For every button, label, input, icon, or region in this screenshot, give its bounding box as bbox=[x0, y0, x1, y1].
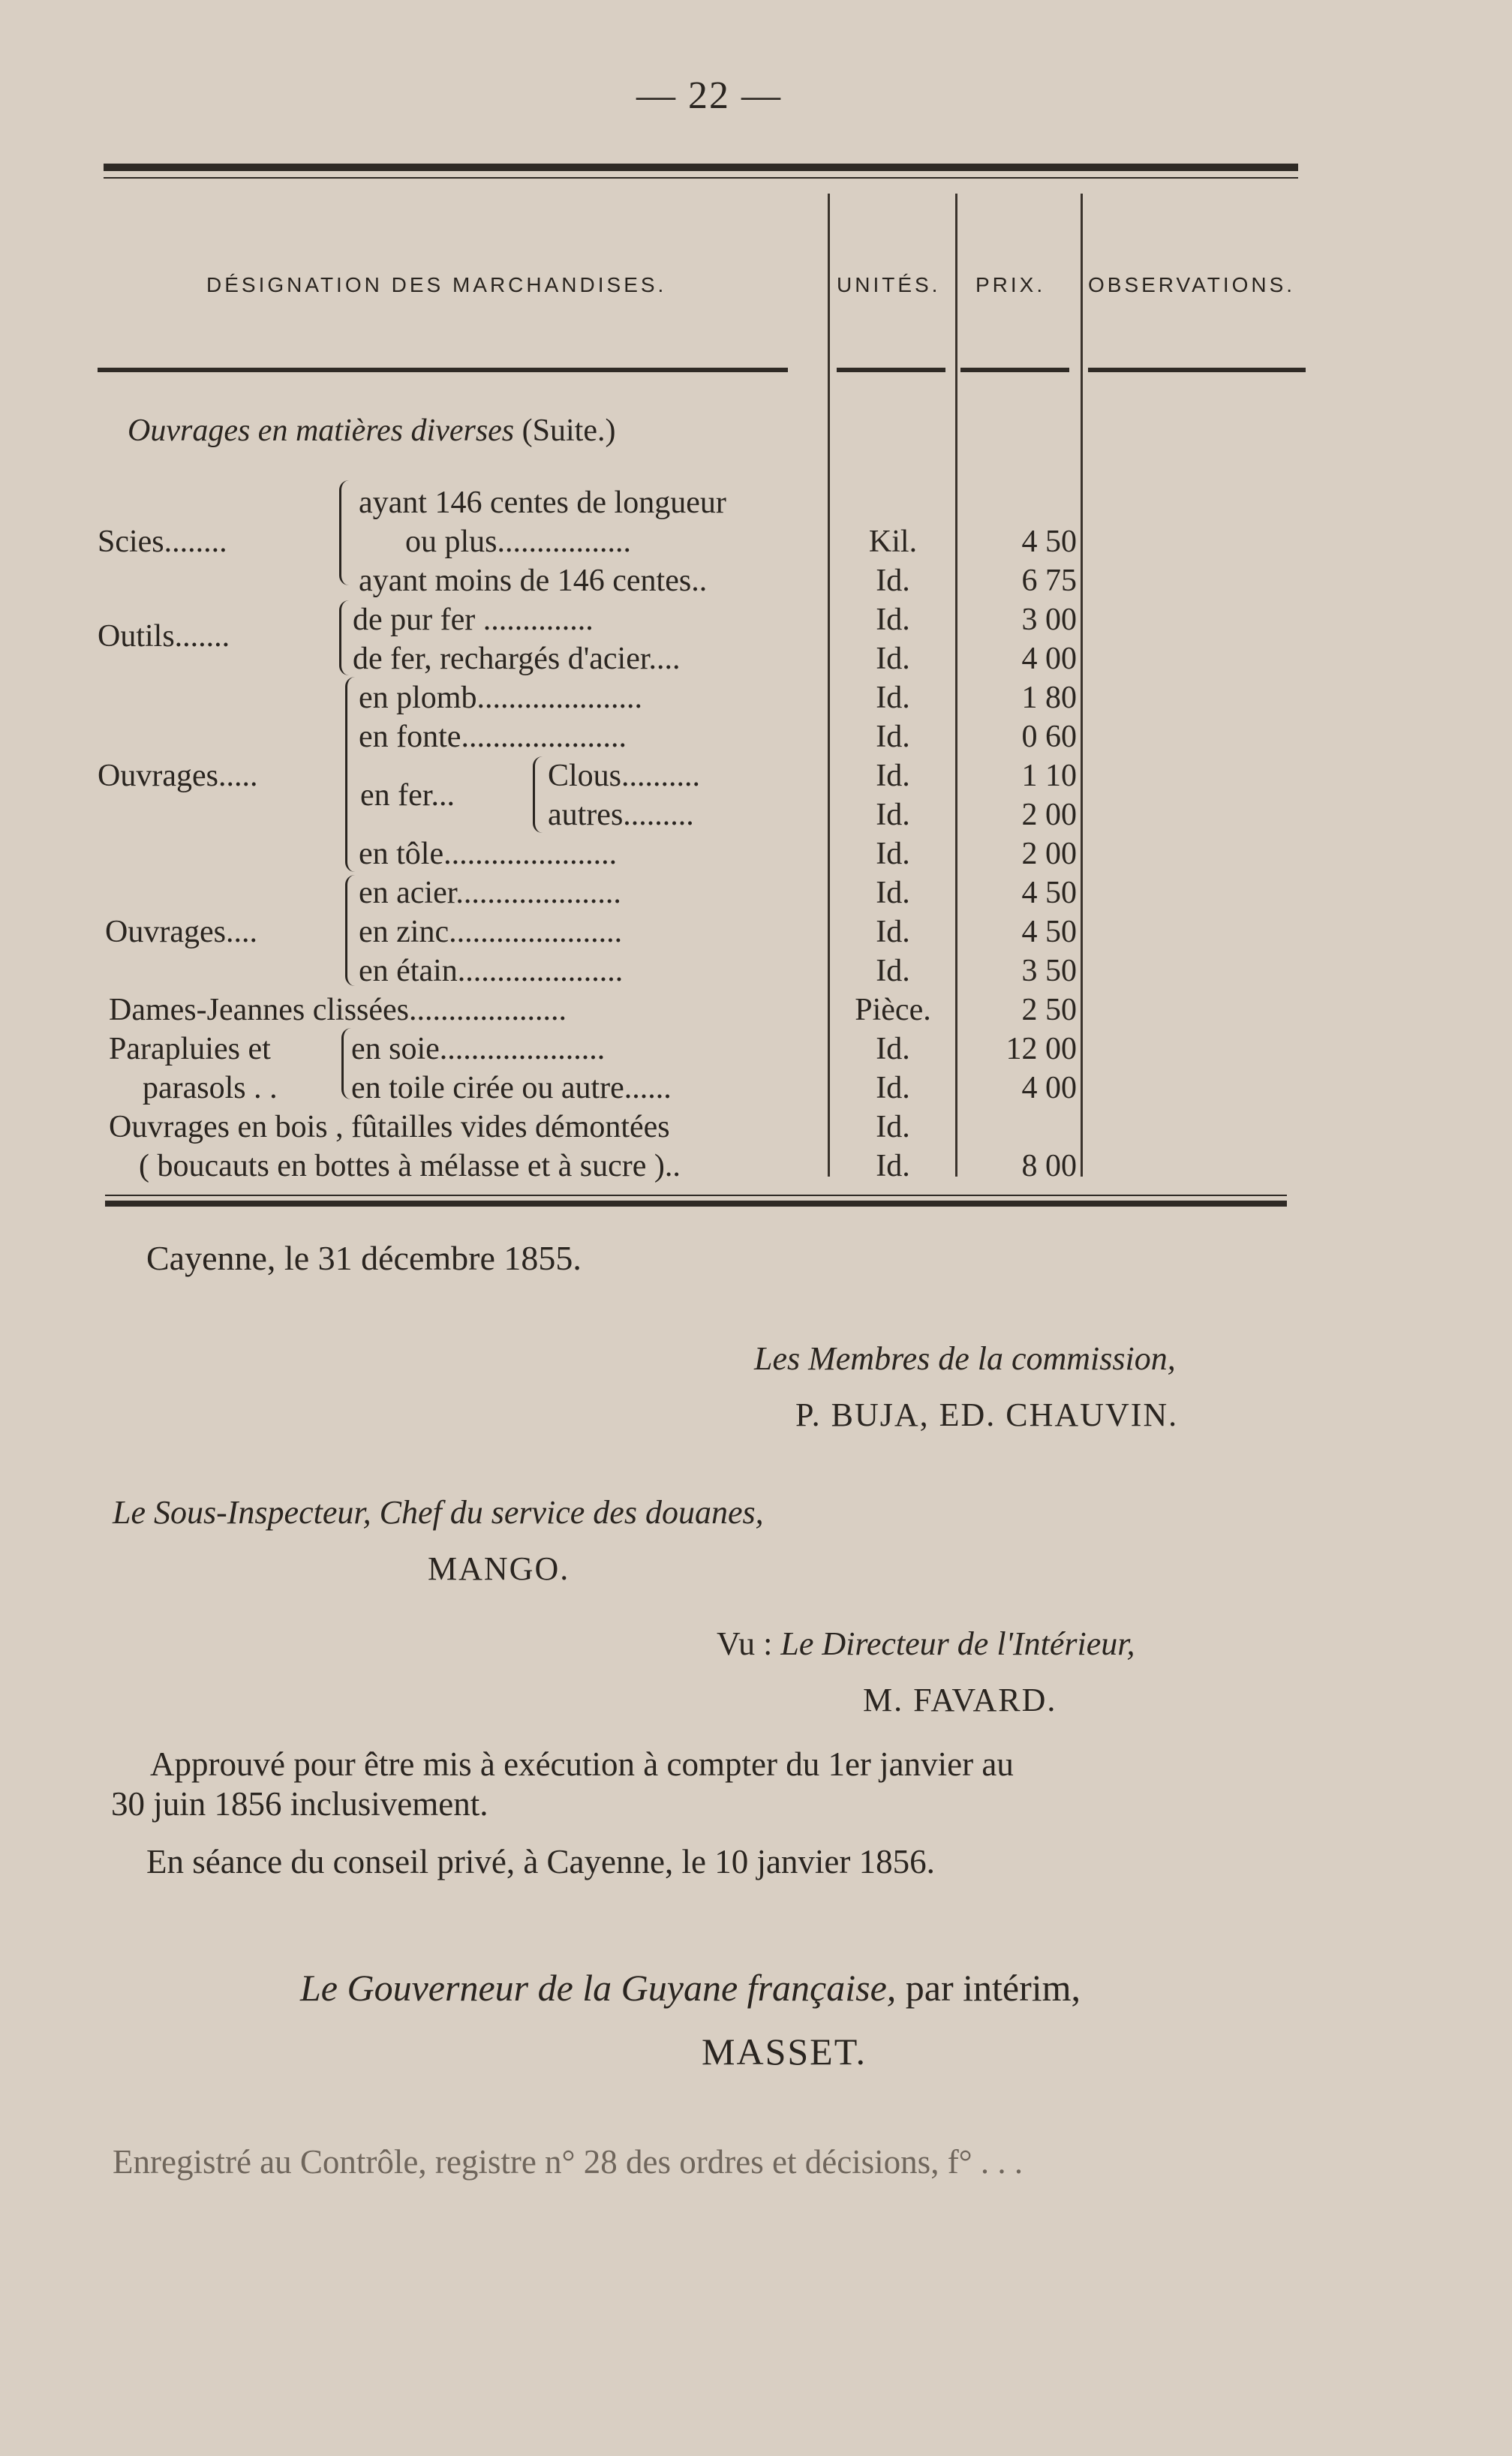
header-rule-designation bbox=[98, 368, 788, 372]
top-rule bbox=[104, 164, 1298, 171]
table-row bbox=[0, 1108, 1418, 1147]
section-title-suffix: (Suite.) bbox=[522, 413, 616, 448]
table-row bbox=[0, 795, 1418, 834]
row-unit: Id. bbox=[876, 798, 910, 832]
bottom-rule bbox=[105, 1201, 1287, 1207]
page-number: — 22 — bbox=[636, 74, 782, 117]
row-unit: Id. bbox=[876, 759, 910, 793]
row-item: ( boucauts en bottes à mélasse et à sucre ).. bbox=[139, 1149, 681, 1183]
row-price: 4 00 bbox=[1021, 1071, 1077, 1105]
registry-line: Enregistré au Contrôle, registre n° 28 des ordres et décisions, f° . . . bbox=[113, 2143, 1024, 2181]
row-item: Ouvrages en bois , fûtailles vides démontées bbox=[109, 1110, 670, 1144]
row-category: Ouvrages.... bbox=[105, 915, 257, 949]
row-price: 0 60 bbox=[1021, 720, 1077, 754]
row-price: 1 10 bbox=[1021, 759, 1077, 793]
row-item: de fer, rechargés d'acier.... bbox=[353, 642, 681, 676]
header-observations: OBSERVATIONS. bbox=[1088, 273, 1296, 296]
director-title: Le Directeur de l'Intérieur, bbox=[780, 1625, 1135, 1662]
row-item: en plomb..................... bbox=[359, 681, 642, 715]
row-unit: Id. bbox=[876, 1032, 910, 1066]
council-line: En séance du conseil privé, à Cayenne, le 10 janvier 1856. bbox=[146, 1843, 935, 1880]
table-row bbox=[0, 1147, 1418, 1186]
commission-names: P. BUJA, ED. CHAUVIN. bbox=[795, 1396, 1179, 1433]
vu-line bbox=[717, 1625, 1135, 1663]
approval-line-1: Approuvé pour être mis à exécution à compter du 1er janvier au bbox=[150, 1745, 1014, 1783]
row-category: Outils....... bbox=[98, 619, 230, 654]
row-price: 3 00 bbox=[1021, 603, 1077, 637]
row-item: ayant 146 centes de longueur bbox=[359, 485, 726, 520]
governor-line bbox=[300, 1966, 1081, 2010]
row-category: parasols . . bbox=[143, 1071, 278, 1105]
commission-title: Les Membres de la commission, bbox=[754, 1340, 1176, 1377]
row-item: ayant moins de 146 centes.. bbox=[359, 564, 708, 598]
director-name: M. FAVARD. bbox=[863, 1682, 1057, 1718]
row-price: 4 50 bbox=[1021, 525, 1077, 559]
header-unites: UNITÉS. bbox=[837, 273, 941, 296]
row-price: 8 00 bbox=[1021, 1149, 1077, 1183]
row-price: 12 00 bbox=[1005, 1032, 1077, 1066]
table-row bbox=[0, 717, 1418, 756]
table-row bbox=[0, 483, 1418, 522]
row-item: en toile cirée ou autre...... bbox=[351, 1071, 672, 1105]
top-rule-thin bbox=[104, 177, 1298, 179]
header-rule-prix bbox=[960, 368, 1069, 372]
row-price: 2 00 bbox=[1021, 798, 1077, 832]
governor-name: MASSET. bbox=[702, 2031, 867, 2073]
governor-title: Le Gouverneur de la Guyane française, bbox=[300, 1967, 897, 2009]
row-category: Parapluies et bbox=[109, 1032, 271, 1066]
header-prix: PRIX. bbox=[975, 273, 1046, 296]
table-row bbox=[0, 1069, 1418, 1108]
table-row bbox=[0, 1030, 1418, 1069]
section-title bbox=[128, 413, 615, 449]
bottom-rule-thin bbox=[105, 1195, 1287, 1196]
row-item: en étain..................... bbox=[359, 954, 624, 988]
table-row bbox=[0, 991, 1418, 1030]
vu-prefix: Vu : bbox=[717, 1625, 773, 1662]
row-category: Ouvrages..... bbox=[98, 759, 258, 793]
row-price: 1 80 bbox=[1021, 681, 1077, 715]
header-designation: DÉSIGNATION DES MARCHANDISES. bbox=[206, 273, 667, 296]
row-unit: Id. bbox=[876, 603, 910, 637]
row-unit: Id. bbox=[876, 915, 910, 949]
table-row bbox=[0, 561, 1418, 600]
row-item: ou plus................. bbox=[405, 525, 632, 559]
section-title-text: Ouvrages en matières diverses bbox=[128, 413, 515, 448]
row-item: en soie..................... bbox=[351, 1032, 606, 1066]
row-unit: Id. bbox=[876, 1071, 910, 1105]
row-item: autres......... bbox=[548, 798, 694, 832]
row-item: en zinc...................... bbox=[359, 915, 623, 949]
row-price: 4 50 bbox=[1021, 915, 1077, 949]
row-item: en tôle...................... bbox=[359, 837, 618, 871]
row-unit: Id. bbox=[876, 681, 910, 715]
row-item: en fonte..................... bbox=[359, 720, 627, 754]
table-row bbox=[0, 951, 1418, 991]
inspector-title: Le Sous-Inspecteur, Chef du service des douanes, bbox=[113, 1494, 764, 1531]
row-price: 4 00 bbox=[1021, 642, 1077, 676]
table-row bbox=[0, 522, 1418, 561]
table-row bbox=[0, 678, 1418, 717]
table-row bbox=[0, 834, 1418, 873]
row-category: Scies........ bbox=[98, 525, 227, 559]
governor-suffix: par intérim, bbox=[905, 1967, 1081, 2009]
date-line: Cayenne, le 31 décembre 1855. bbox=[146, 1239, 582, 1277]
row-price: 2 50 bbox=[1021, 993, 1077, 1027]
approval-line-2: 30 juin 1856 inclusivement. bbox=[111, 1785, 488, 1823]
table-row bbox=[0, 639, 1418, 678]
row-price: 4 50 bbox=[1021, 876, 1077, 910]
table-row bbox=[0, 873, 1418, 912]
row-sub: en fer... bbox=[360, 778, 455, 813]
row-price: 6 75 bbox=[1021, 564, 1077, 598]
row-unit: Id. bbox=[876, 564, 910, 598]
row-item: de pur fer .............. bbox=[353, 603, 594, 637]
row-unit: Id. bbox=[876, 837, 910, 871]
inspector-name: MANGO. bbox=[428, 1550, 570, 1587]
row-unit: Id. bbox=[876, 954, 910, 988]
row-item: Dames-Jeannes clissées.................... bbox=[109, 993, 567, 1027]
row-price: 3 50 bbox=[1021, 954, 1077, 988]
row-unit: Id. bbox=[876, 1149, 910, 1183]
row-item: Clous.......... bbox=[548, 759, 701, 793]
row-item: en acier..................... bbox=[359, 876, 621, 910]
table-row bbox=[0, 756, 1418, 813]
row-unit: Id. bbox=[876, 642, 910, 676]
row-price: 2 00 bbox=[1021, 837, 1077, 871]
header-rule-observations bbox=[1088, 368, 1306, 372]
header-rule-unites bbox=[837, 368, 945, 372]
row-unit: Id. bbox=[876, 720, 910, 754]
row-unit: Kil. bbox=[868, 525, 918, 559]
table-row bbox=[0, 912, 1418, 951]
row-unit: Id. bbox=[876, 1110, 910, 1144]
table-row bbox=[0, 600, 1418, 654]
row-unit: Pièce. bbox=[855, 993, 931, 1027]
row-unit: Id. bbox=[876, 876, 910, 910]
